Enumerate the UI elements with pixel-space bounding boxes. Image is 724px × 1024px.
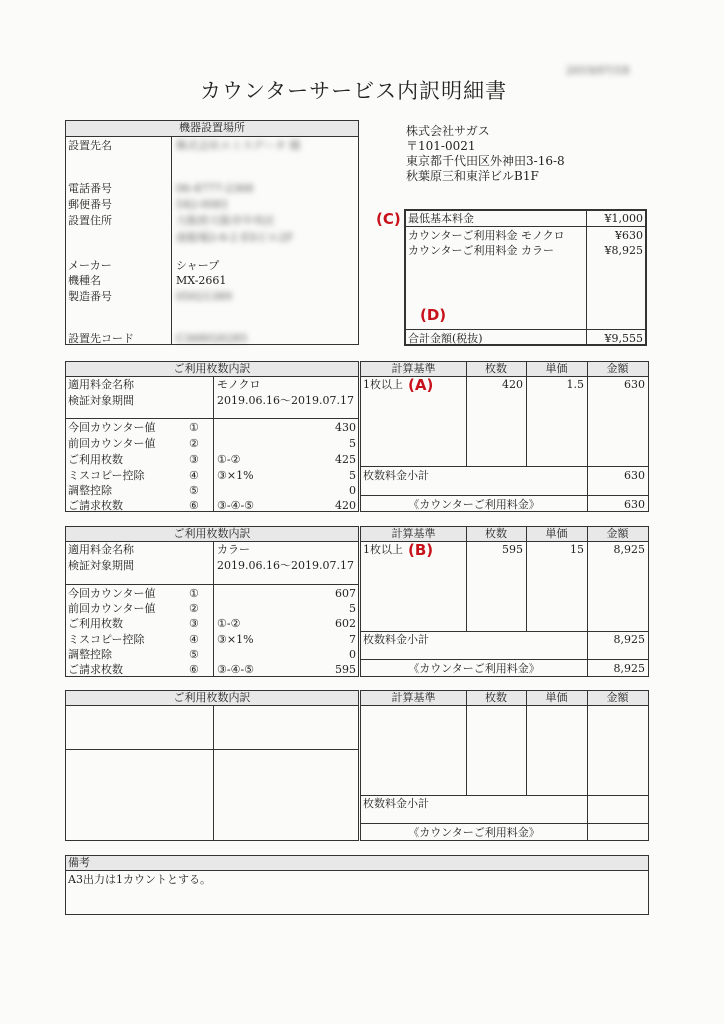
- mono-sheets-header: 枚数: [485, 362, 507, 375]
- empty-subtotal-line: [361, 795, 648, 796]
- color-used-formula: ①-②: [217, 617, 241, 630]
- color-miscopy-formula: ③×1%: [217, 633, 254, 646]
- color-calc-basis-header: 計算基準: [391, 527, 436, 540]
- color-adjust-label: 調整控除: [68, 648, 112, 661]
- mono-col-line-3: [587, 362, 588, 511]
- install-value-name: 株式会社エミスデータ 様: [176, 139, 301, 152]
- mono-miscopy-formula: ③×1%: [217, 469, 254, 482]
- color-n3: ③: [189, 617, 199, 630]
- color-period-label: 検証対象期間: [68, 559, 134, 572]
- mono-previous-label: 前回カウンター値: [68, 437, 156, 450]
- mono-n1: ①: [189, 421, 199, 434]
- color-subtotal-value: 8,925: [613, 633, 645, 646]
- color-price-value: 15: [570, 543, 584, 556]
- empty-fee-line: [361, 823, 648, 824]
- marker-d: (D): [420, 306, 447, 324]
- mono-subtotal-value: 630: [624, 469, 645, 482]
- color-billed-label: ご請求枚数: [68, 663, 123, 676]
- color-rate-value: カラー: [217, 543, 250, 556]
- empty-usage-line: [66, 749, 358, 750]
- company-name: 株式会社サガス: [406, 124, 490, 138]
- summary-mono-label: カウンターご利用料金 モノクロ: [408, 229, 565, 242]
- install-value-address2: 南船場2-6-2 ESビル2F: [176, 231, 294, 244]
- color-previous-value: 5: [349, 602, 356, 615]
- install-value-maker: シャープ: [176, 259, 220, 272]
- summary-total-label: 合計金額(税抜): [408, 332, 483, 345]
- mono-used-formula: ①-②: [217, 453, 241, 466]
- summary-line-1: [405, 226, 646, 227]
- mono-period-label: 検証対象期間: [68, 394, 134, 407]
- notes-header: 備考: [68, 856, 90, 869]
- summary-base-label: 最低基本料金: [408, 212, 474, 225]
- mono-calc-basis-header: 計算基準: [391, 362, 436, 375]
- color-current-label: 今回カウンター値: [68, 587, 156, 600]
- mono-period-value: 2019.06.16～2019.07.17: [217, 394, 354, 407]
- notes-text: A3出力は1カウントとする。: [68, 873, 211, 886]
- color-sheets-header: 枚数: [485, 527, 507, 540]
- summary-mono-value: ¥630: [615, 229, 643, 242]
- summary-color-label: カウンターご利用料金 カラー: [408, 244, 555, 257]
- color-miscopy-value: 7: [349, 633, 356, 646]
- notes-header-bg: [66, 856, 648, 871]
- install-value-code: C368026285: [176, 332, 248, 345]
- company-address1: 東京都千代田区外神田3-16-8: [406, 154, 565, 168]
- color-usage-line: [66, 584, 358, 585]
- install-value-phone: 06-4777-2368: [176, 182, 254, 195]
- install-label-model: 機種名: [68, 274, 101, 287]
- empty-calc-box: [360, 690, 649, 841]
- color-rate-label: 適用料金名称: [68, 543, 134, 556]
- mono-sheets-value: 420: [502, 378, 523, 391]
- page-title: カウンターサービス内訳明細書: [200, 79, 508, 103]
- empty-sheets-header: 枚数: [485, 691, 507, 704]
- color-fee-value: 8,925: [613, 662, 645, 675]
- install-label-serial: 製造番号: [68, 290, 112, 303]
- color-miscopy-label: ミスコピー控除: [68, 633, 145, 646]
- color-n4: ④: [189, 633, 199, 646]
- install-divider: [171, 136, 172, 344]
- color-col-line-2: [526, 527, 527, 631]
- mono-price-header: 単価: [545, 362, 568, 375]
- mono-adjust-label: 調整控除: [68, 484, 112, 497]
- empty-fee-label: 《カウンターご利用料金》: [408, 826, 540, 839]
- mono-n6: ⑥: [189, 499, 199, 512]
- color-subtotal-line: [361, 631, 648, 632]
- color-n1: ①: [189, 587, 199, 600]
- color-used-value: 602: [335, 617, 356, 630]
- company-zip: 〒101-0021: [406, 139, 476, 153]
- marker-b: (B): [408, 541, 434, 559]
- marker-c: (C): [376, 210, 401, 228]
- empty-price-header: 単価: [545, 691, 568, 704]
- mono-billed-formula: ③-④-⑤: [217, 499, 255, 512]
- mono-usage-header: ご利用枚数内訳: [66, 362, 358, 377]
- empty-usage-divider: [213, 705, 214, 840]
- color-previous-label: 前回カウンター値: [68, 602, 156, 615]
- mono-basis-value: 1枚以上: [363, 378, 403, 391]
- empty-col-line-3: [587, 691, 588, 840]
- color-n6: ⑥: [189, 663, 199, 676]
- mono-amount-value: 630: [624, 378, 645, 391]
- mono-adjust-value: 0: [349, 484, 356, 497]
- issue-date: 2019/07/18: [566, 64, 630, 77]
- mono-current-value: 430: [335, 421, 356, 434]
- mono-col-line-1: [466, 362, 467, 466]
- summary-color-value: ¥8,925: [604, 244, 643, 257]
- install-value-serial: 05021389: [176, 290, 232, 303]
- mono-used-label: ご利用枚数: [68, 453, 123, 466]
- summary-total-value: ¥9,555: [604, 332, 643, 345]
- mono-n3: ③: [189, 453, 199, 466]
- empty-subtotal-label: 枚数料金小計: [363, 797, 429, 810]
- install-value-model: MX-2661: [176, 274, 227, 287]
- empty-col-line-2: [526, 691, 527, 795]
- color-n5: ⑤: [189, 648, 199, 661]
- mono-n5: ⑤: [189, 484, 199, 497]
- install-label-name: 設置先名: [68, 139, 112, 152]
- color-subtotal-label: 枚数料金小計: [363, 633, 429, 646]
- mono-usage-line: [66, 418, 358, 419]
- install-label-code: 設置先コード: [68, 332, 134, 345]
- marker-a: (A): [408, 376, 434, 394]
- color-usage-divider: [213, 541, 214, 676]
- color-price-header: 単価: [545, 527, 568, 540]
- mono-miscopy-value: 5: [349, 469, 356, 482]
- summary-line-2: [405, 329, 646, 330]
- mono-col-line-2: [526, 362, 527, 466]
- color-used-label: ご利用枚数: [68, 617, 123, 630]
- install-value-zip: 542-0081: [176, 198, 229, 211]
- color-col-line-1: [466, 527, 467, 631]
- mono-rate-value: モノクロ: [217, 378, 261, 391]
- color-n2: ②: [189, 602, 199, 615]
- color-billed-value: 595: [335, 663, 356, 676]
- summary-base-value: ¥1,000: [604, 212, 643, 225]
- install-label-phone: 電話番号: [68, 182, 112, 195]
- mono-used-value: 425: [335, 453, 356, 466]
- color-current-value: 607: [335, 587, 356, 600]
- color-usage-header: ご利用枚数内訳: [66, 527, 358, 542]
- mono-current-label: 今回カウンター値: [68, 421, 156, 434]
- empty-calc-basis-header: 計算基準: [391, 691, 436, 704]
- color-adjust-value: 0: [349, 648, 356, 661]
- summary-divider: [586, 210, 587, 345]
- mono-subtotal-line: [361, 466, 648, 467]
- color-col-line-3: [587, 527, 588, 676]
- install-value-address1: 大阪府大阪市中央区: [176, 214, 275, 227]
- install-label-maker: メーカー: [68, 259, 112, 272]
- empty-usage-box: [65, 690, 359, 841]
- mono-fee-line: [361, 495, 648, 496]
- color-fee-label: 《カウンターご利用料金》: [408, 662, 540, 675]
- mono-fee-value: 630: [624, 498, 645, 511]
- mono-n4: ④: [189, 469, 199, 482]
- mono-price-value: 1.5: [566, 378, 584, 391]
- empty-amount-header: 金額: [606, 691, 629, 704]
- color-amount-value: 8,925: [613, 543, 645, 556]
- install-label-zip: 郵便番号: [68, 198, 112, 211]
- mono-amount-header: 金額: [606, 362, 629, 375]
- color-sheets-value: 595: [502, 543, 523, 556]
- install-location-header: 機器設置場所: [66, 121, 358, 137]
- empty-col-line-1: [466, 691, 467, 795]
- mono-subtotal-label: 枚数料金小計: [363, 469, 429, 482]
- install-label-address: 設置住所: [68, 214, 112, 227]
- mono-usage-divider: [213, 376, 214, 511]
- mono-n2: ②: [189, 437, 199, 450]
- mono-previous-value: 5: [349, 437, 356, 450]
- color-basis-value: 1枚以上: [363, 543, 403, 556]
- mono-billed-label: ご請求枚数: [68, 499, 123, 512]
- empty-usage-header: ご利用枚数内訳: [66, 691, 358, 706]
- color-period-value: 2019.06.16～2019.07.17: [217, 559, 354, 572]
- company-address2: 秋葉原三和東洋ビルB1F: [406, 169, 539, 183]
- color-fee-line: [361, 659, 648, 660]
- color-billed-formula: ③-④-⑤: [217, 663, 255, 676]
- mono-billed-value: 420: [335, 499, 356, 512]
- mono-rate-label: 適用料金名称: [68, 378, 134, 391]
- color-amount-header: 金額: [606, 527, 629, 540]
- mono-miscopy-label: ミスコピー控除: [68, 469, 145, 482]
- mono-fee-label: 《カウンターご利用料金》: [408, 498, 540, 511]
